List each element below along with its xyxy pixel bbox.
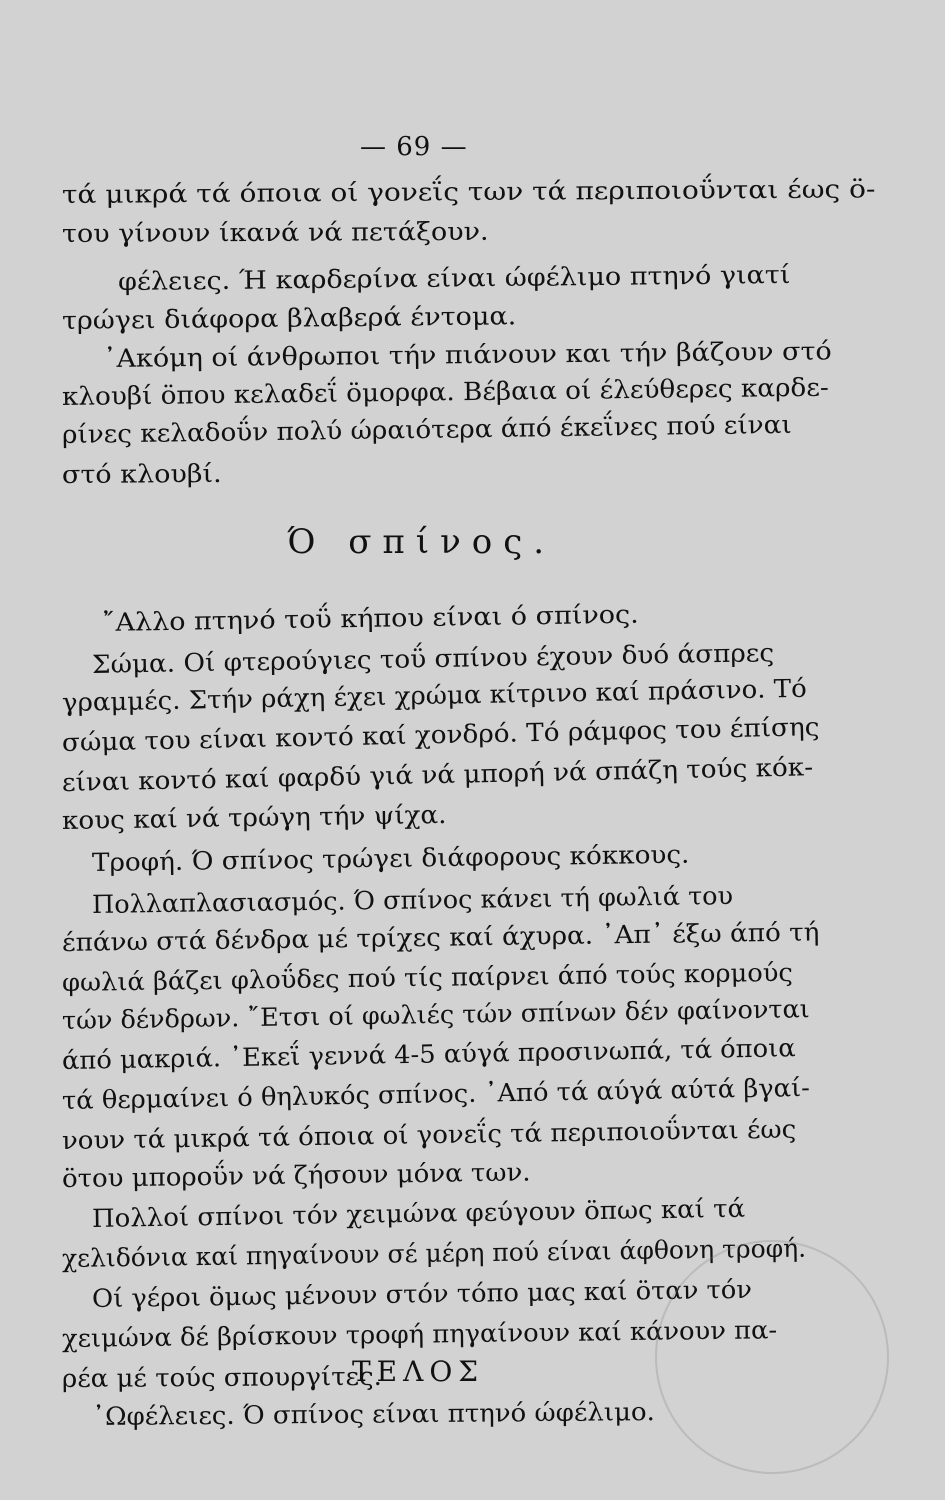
text-line: φωλιά βάζει φλοΰδες πού τίς παίρνει άπό τούς κορμούς: [61, 957, 794, 997]
text-line: öτου μποροΰν νά ζήσουν μόνα των.: [61, 1157, 531, 1193]
text-line: ρίνες κελαδοΰν πολύ ώραιότερα άπό έκεΐνες πού είναι: [61, 409, 792, 449]
text-line: χελιδόνια καί πηγαίνουν σέ μέρη πού είναι άφθονη τροφή.: [61, 1233, 807, 1273]
text-line: τρώγει διάφορα βλαβερά έντομα.: [61, 301, 517, 335]
text-line: ρέα μέ τούς σπουργίτες.: [61, 1361, 382, 1393]
text-line: τά θερμαίνει ό θηλυκός σπίνος. ᾿Από τά αύγά αύτά βγαί-: [61, 1072, 811, 1115]
end-title: ΤΕΛΟΣ: [352, 1355, 485, 1388]
text-line: είναι κοντό καί φαρδύ γιά νά μπορή νά σπάζη τούς κόκ-: [61, 752, 814, 797]
text-line: νουν τά μικρά τά όποια οί γονεΐς τά περιποιοΰνται έως: [61, 1114, 797, 1155]
text-line: στό κλουβί.: [61, 458, 222, 489]
text-line: κλουβί öπου κελαδεΐ öμορφα. Βέβαια οί έλεύθερες καρδε-: [61, 372, 829, 411]
text-line: χειμώνα δέ βρίσκουν τροφή πηγαίνουν καί κάνουν πα-: [61, 1315, 778, 1353]
text-line: γραμμές. Στήν ράχη έχει χρώμα κίτρινο καί πράσινο. Τό: [61, 673, 807, 717]
section-heading: Ό σπίνος.: [287, 522, 556, 562]
text-line: άπό μακριά. ᾿Εκεΐ γεννά 4-5 αύγά προσινωπά, τά όποια: [61, 1033, 796, 1075]
text-line: κους καί νά τρώγη τήν ψίχα.: [61, 799, 447, 835]
text-line: φέλειες. Ή καρδερίνα είναι ώφέλιμο πτηνό γιατί: [117, 259, 791, 296]
text-line: του γίνουν ίκανά νά πετάξουν.: [61, 216, 489, 248]
text-line: ᾿Ακόμη οί άνθρωποι τήν πιάνουν και τήν βάζουν στό: [102, 336, 832, 373]
text-line: Πολλαπλασιασμός. Ό σπίνος κάνει τή φωλιά του: [91, 881, 734, 919]
text-line: Σώμα. Οί φτερούγιες τοΰ σπίνου έχουν δυό άσπρες: [91, 638, 775, 679]
text-line: τών δένδρων. ῎Ετσι οί φωλιές τών σπίνων δέν φαίνονται: [61, 994, 810, 1035]
text-line: Τροφή. Ό σπίνος τρώγει διάφορους κόκκους.: [91, 839, 690, 877]
text-line: Οί γέροι öμως μένουν στόν τόπο μας καί öταν τόν: [91, 1274, 753, 1313]
text-line: ᾿Ωφέλειες. Ό σπίνος είναι πτηνό ώφέλιμο.: [91, 1397, 655, 1431]
text-line: τά μικρά τά όποια οί γονεΐς των τά περιποιοΰνται έως ö-: [61, 174, 876, 209]
library-stamp: [655, 1240, 889, 1474]
text-line: Πολλοί σπίνοι τόν χειμώνα φεύγουν öπως καί τά: [91, 1193, 746, 1233]
page-number: — 69 —: [360, 132, 468, 162]
text-line: σώμα του είναι κοντό καί χονδρό. Τό ράμφος του έπίσης: [61, 712, 820, 757]
text-line: έπάνω στά δένδρα μέ τρίχες καί άχυρα. ᾿Απ᾿ έξω άπό τή: [61, 917, 820, 957]
text-line: ῎Αλλο πτηνό τοΰ κήπου είναι ό σπίνος.: [101, 599, 639, 637]
